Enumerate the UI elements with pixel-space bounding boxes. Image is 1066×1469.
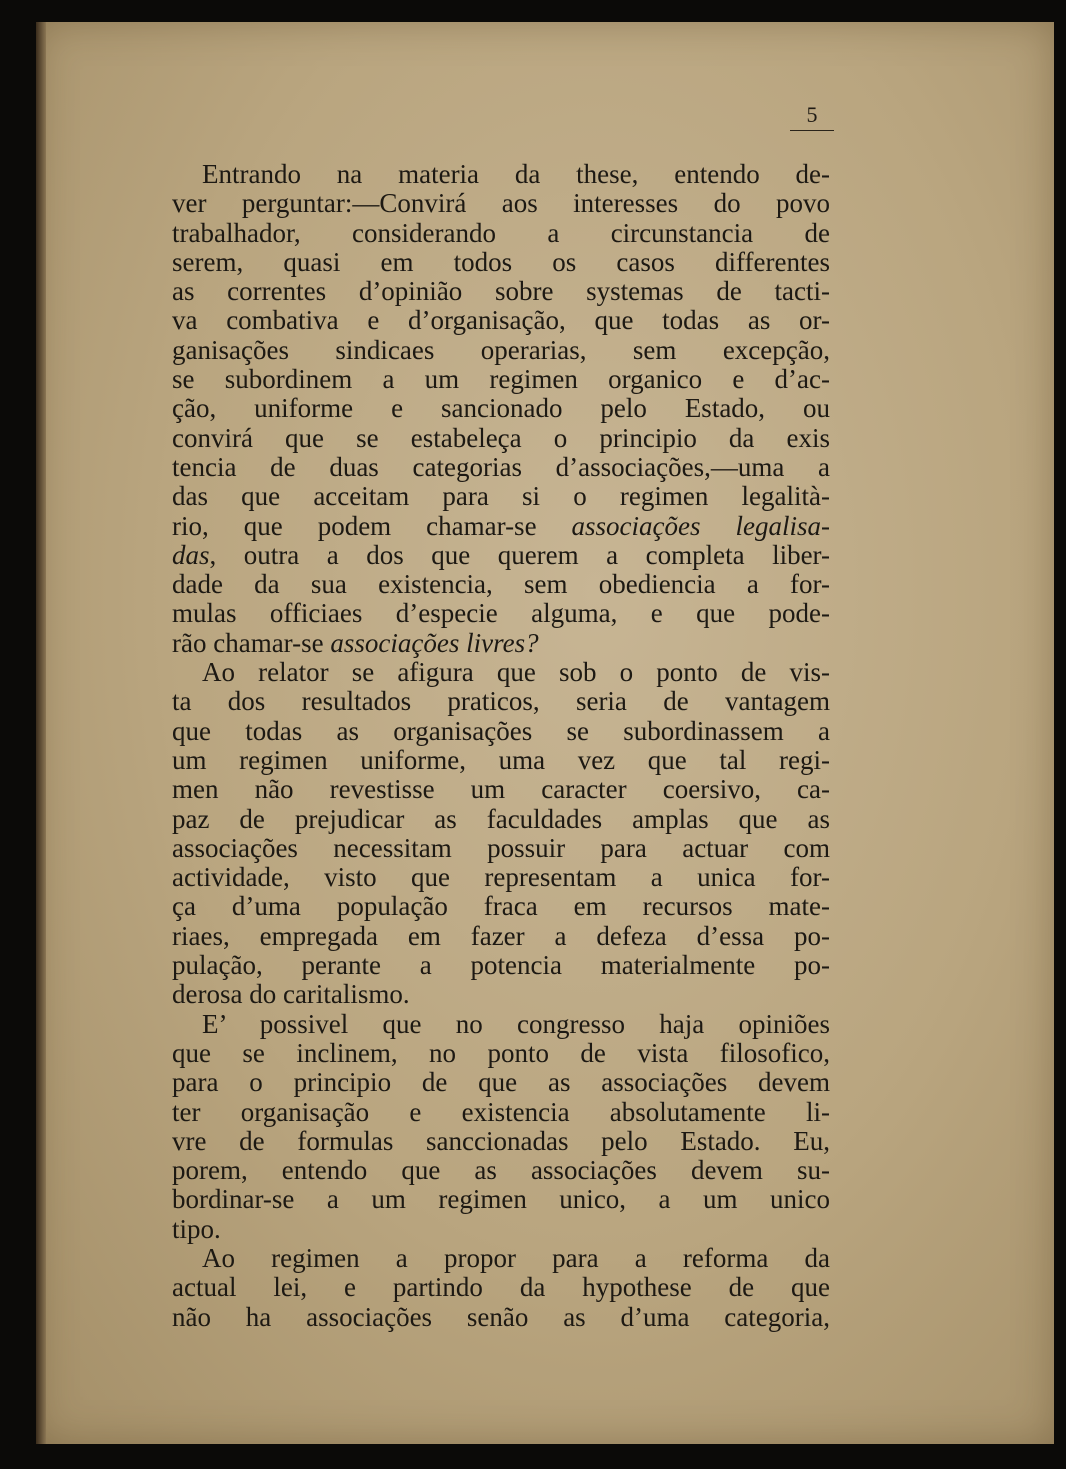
text-line-plain: trabalhador, considerando a circunstancia de [172, 217, 830, 248]
text-line [172, 541, 830, 570]
text-line [172, 863, 830, 892]
text-line-plain: que todas as organisações se subordinassem a [172, 715, 830, 746]
text-line-plain: para o principio de que as associações devem [172, 1067, 830, 1098]
text-line-plain: convirá que se estabeleça o principio da exis [172, 422, 830, 453]
text-line-plain: ta dos resultados praticos, seria de vantagem [172, 686, 830, 717]
text-line-plain: rio, que podem chamar-se [172, 510, 572, 541]
text-line-plain: não ha associações senão as d’uma categoria, [172, 1301, 830, 1332]
text-line-plain: rão chamar-se [172, 627, 331, 658]
text-line [172, 1010, 830, 1039]
text-line-plain: ça d’uma população fraca em recursos mate- [172, 891, 830, 922]
text-line [172, 1303, 830, 1332]
text-line [172, 1273, 830, 1302]
text-line-plain: Ao regimen a propor para a reforma da [202, 1242, 830, 1273]
text-line [172, 277, 830, 306]
text-line-plain: E’ possivel que no congresso haja opiniões [202, 1008, 830, 1039]
text-line-plain: ção, uniforme e sancionado pelo Estado, ou [172, 393, 830, 424]
text-line [172, 482, 830, 511]
text-line [172, 980, 830, 1009]
text-line [172, 512, 830, 541]
text-line [172, 599, 830, 628]
text-line [172, 189, 830, 218]
text-line [172, 834, 830, 863]
text-line-italic: das [172, 539, 210, 570]
text-line [172, 687, 830, 716]
text-line [172, 1127, 830, 1156]
text-line-plain: actual lei, e partindo da hypothese de que [172, 1272, 830, 1303]
text-line-plain: porem, entendo que as associações devem su- [172, 1155, 830, 1186]
text-line-italic: associações livres? [330, 627, 539, 658]
text-line-plain: mulas officiaes d’especie alguma, e que pode- [172, 598, 830, 629]
text-line-plain: va combativa e d’organisação, que todas as or- [172, 305, 830, 336]
text-line-plain: as correntes d’opinião sobre systemas de tacti- [172, 276, 830, 307]
text-line-plain: actividade, visto que representam a unica for- [172, 862, 830, 893]
text-line [172, 775, 830, 804]
text-line-plain: , outra a dos que querem a completa liber- [209, 539, 830, 570]
text-line [172, 1098, 830, 1127]
text-line [172, 570, 830, 599]
text-line [172, 365, 830, 394]
text-line [172, 629, 830, 658]
text-line [172, 951, 830, 980]
text-line-plain: derosa do caritalismo. [172, 979, 410, 1010]
text-line-plain: tipo. [172, 1213, 221, 1244]
text-line [172, 1156, 830, 1185]
text-line-plain: vre de formulas sanccionadas pelo Estado. Eu, [172, 1125, 830, 1156]
text-line [172, 746, 830, 775]
text-line-plain: ver perguntar:—Convirá aos interesses do povo [172, 188, 830, 219]
text-line-plain: ganisações sindicaes operarias, sem excepção, [172, 334, 830, 365]
text-line [172, 717, 830, 746]
text-line [172, 306, 830, 335]
text-line [172, 892, 830, 921]
text-line-plain: dade da sua existencia, sem obediencia a for- [172, 569, 830, 600]
body-text [172, 160, 830, 1332]
text-line [172, 1068, 830, 1097]
text-line-plain: Entrando na materia da these, entendo de- [202, 159, 830, 189]
text-line-plain: um regimen uniforme, uma vez que tal regi- [172, 744, 830, 775]
text-line-plain: paz de prejudicar as faculdades amplas que as [172, 803, 830, 834]
text-line [172, 424, 830, 453]
text-line [172, 1185, 830, 1214]
text-line [172, 1244, 830, 1273]
text-line [172, 805, 830, 834]
text-line-plain: pulação, perante a potencia materialmente po- [172, 950, 830, 981]
text-line-plain: ter organisação e existencia absolutamente li- [172, 1096, 830, 1127]
text-line [172, 160, 830, 189]
text-line-italic: associações legalisa- [571, 510, 830, 541]
text-line [172, 922, 830, 951]
text-line-plain: tencia de duas categorias d’associações,—uma a [172, 451, 830, 482]
text-line [172, 394, 830, 423]
text-line [172, 248, 830, 277]
text-line-plain: se subordinem a um regimen organico e d’ac- [172, 364, 830, 395]
text-line [172, 219, 830, 248]
text-line [172, 1215, 830, 1244]
text-line-plain: riaes, empregada em fazer a defeza d’essa po- [172, 920, 830, 951]
text-line-plain: Ao relator se afigura que sob o ponto de vis- [202, 657, 830, 688]
text-line [172, 1039, 830, 1068]
text-line [172, 453, 830, 482]
page-binding-edge [36, 22, 46, 1444]
page-number: 5 [790, 102, 834, 131]
text-line-plain: bordinar-se a um regimen unico, a um unico [172, 1184, 830, 1215]
text-line [172, 658, 830, 687]
text-line-plain: men não revestisse um caracter coersivo, ca- [172, 774, 830, 805]
text-line-plain: associações necessitam possuir para actuar com [172, 832, 830, 863]
text-line-plain: que se inclinem, no ponto de vista filosofico, [172, 1037, 830, 1068]
text-line [172, 336, 830, 365]
text-line-plain: serem, quasi em todos os casos differentes [172, 246, 830, 277]
text-line-plain: das que acceitam para si o regimen legalità- [172, 481, 830, 512]
